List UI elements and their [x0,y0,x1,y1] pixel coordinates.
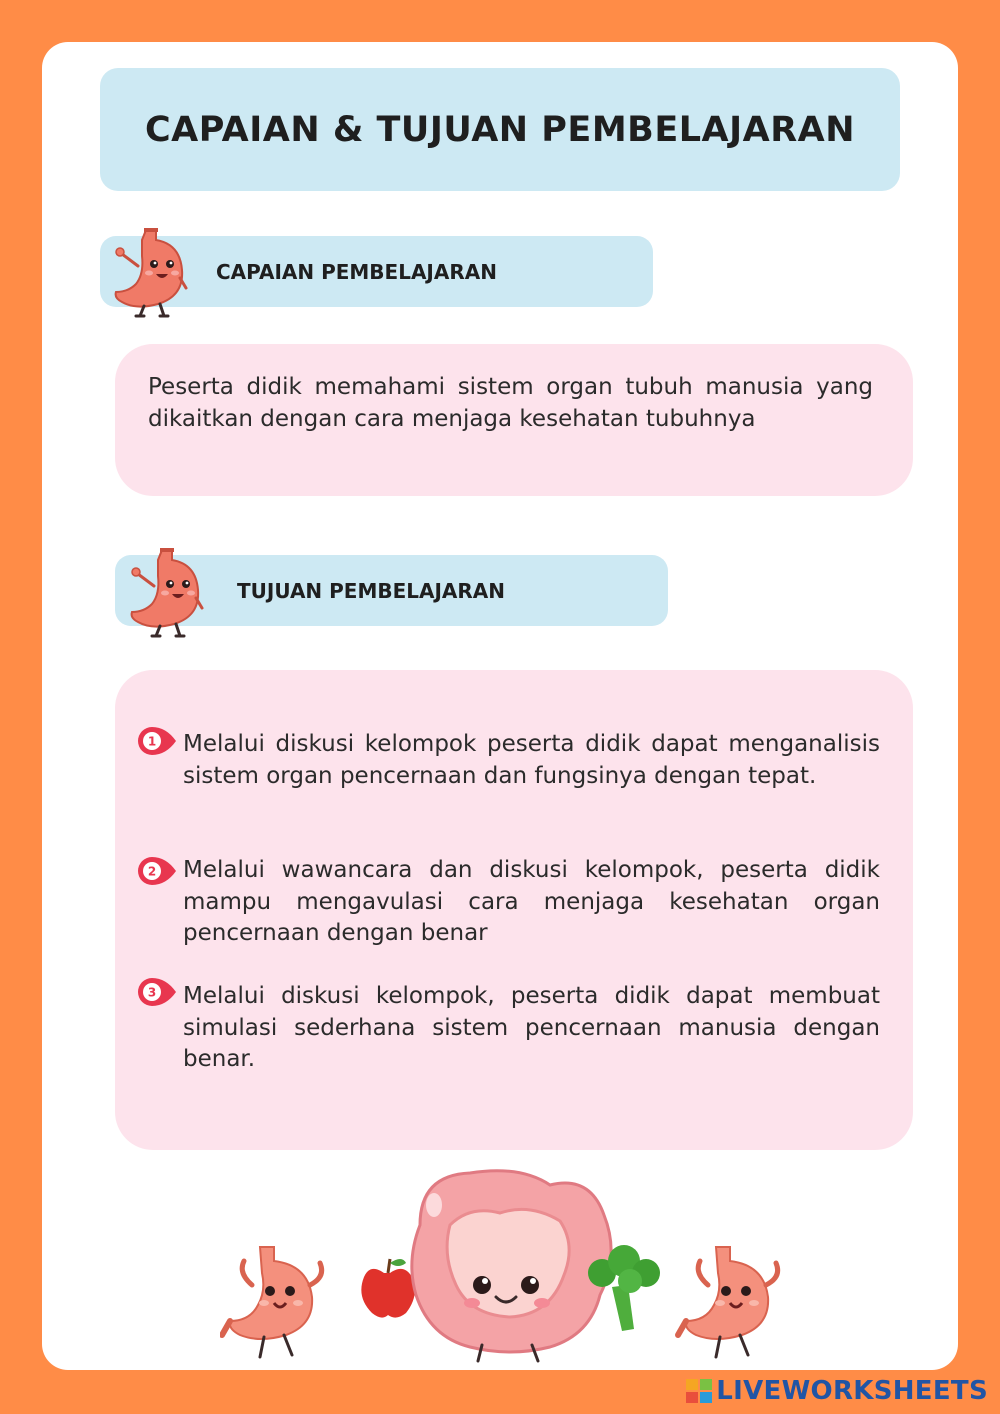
digestive-mascots-illustration [220,1165,810,1370]
number-badge-icon [136,725,178,757]
intestine-mascot-icon [412,1171,611,1361]
number-badge-icon [136,976,178,1008]
page-title: CAPAIAN & TUJUAN PEMBELAJARAN [144,109,856,150]
capaian-heading: CAPAIAN PEMBELAJARAN [216,259,497,284]
tujuan-heading: TUJUAN PEMBELAJARAN [237,578,506,603]
stomach-mascot-icon [108,226,188,318]
stomach-mascot-icon [678,1247,778,1357]
objective-text: Melalui wawancara dan diskusi kelompok, peserta didik mampu mengavulasi cara menjaga kesehatan organ pencernaan dengan benar [183,857,880,946]
stomach-mascot-icon [222,1247,322,1357]
objective-number: 1 [147,734,157,749]
objective-text: Melalui diskusi kelompok peserta didik dapat menganalisis sistem organ pencernaan dan fungsinya dengan tepat. [183,731,880,789]
objective-number: 3 [147,985,157,1000]
objective-text: Melalui diskusi kelompok, peserta didik dapat membuat simulasi sederhana sistem pencernaan manusia dengan benar. [183,983,880,1072]
liveworksheets-brand[interactable] [686,1376,988,1406]
number-badge-icon [136,855,178,887]
apple-icon [361,1259,415,1318]
page-title-box [100,68,900,191]
stomach-mascot-icon [124,546,204,638]
capaian-text: Peserta didik memahami sistem organ tubuh manusia yang dikaitkan dengan cara menjaga kesehatan tubuhnya [148,374,873,432]
brand-name: LIVEWORKSHEETS [716,1376,988,1406]
objective-number: 2 [147,864,157,879]
liveworksheets-logo-icon [686,1379,712,1403]
